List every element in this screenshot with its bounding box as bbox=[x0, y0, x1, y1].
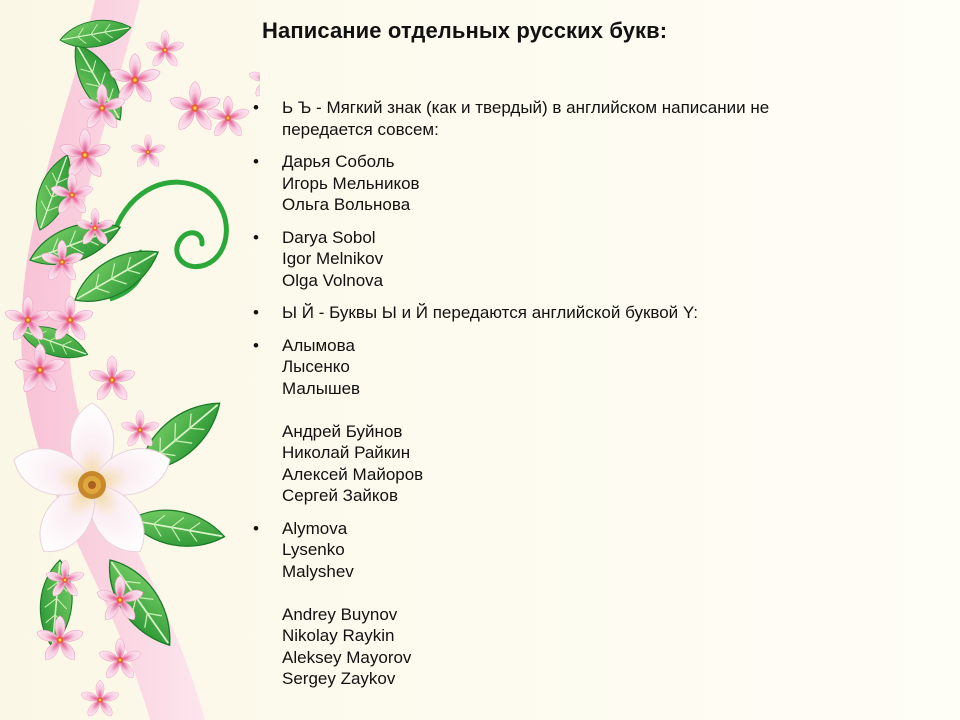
bullet-line: Николай Райкин bbox=[282, 443, 411, 462]
bullet-line: Сергей Зайков bbox=[282, 486, 399, 505]
slide-title: Написание отдельных русских букв: bbox=[262, 18, 668, 43]
bullet-line bbox=[282, 582, 912, 604]
floral-border-decoration bbox=[0, 0, 260, 720]
bullet-item bbox=[252, 151, 912, 216]
bullet-item bbox=[252, 97, 912, 140]
bullet-marker: • bbox=[253, 303, 259, 322]
bullet-line: Алексей Майоров bbox=[282, 464, 424, 484]
bullet-item bbox=[252, 518, 912, 690]
bullet-line: передается совсем: bbox=[282, 119, 439, 139]
bullet-line: Lysenko bbox=[282, 540, 345, 559]
bullet-item bbox=[252, 227, 912, 292]
bullet-marker: • bbox=[253, 152, 259, 171]
bullet-line: Malyshev bbox=[282, 561, 354, 581]
bullet-line: Darya Sobol bbox=[282, 227, 376, 247]
bullet-line: Ь Ъ - Мягкий знак (как и твердый) в английском написании не bbox=[282, 98, 770, 117]
bullet-line: Малышев bbox=[282, 378, 361, 398]
bullet-marker: • bbox=[253, 335, 259, 355]
bullet-line: Alymova bbox=[282, 518, 348, 538]
bullet-line bbox=[282, 399, 912, 421]
bullet-line: Olga Volnova bbox=[282, 270, 384, 290]
bullet-line: Aleksey Mayorov bbox=[282, 647, 412, 667]
bullet-list bbox=[252, 97, 912, 701]
bullet-line: Лысенко bbox=[282, 357, 350, 376]
bullet-marker: • bbox=[253, 227, 259, 247]
bullet-line: Ольга Вольнова bbox=[282, 195, 411, 214]
bullet-item bbox=[252, 335, 912, 507]
bullet-line: Igor Melnikov bbox=[282, 249, 384, 268]
bullet-line: Дарья Соболь bbox=[282, 152, 395, 171]
bullet-line: Игорь Мельников bbox=[282, 173, 420, 193]
bullet-line: Sergey Zaykov bbox=[282, 669, 396, 688]
bullet-item bbox=[252, 302, 912, 324]
bullet-marker: • bbox=[253, 518, 259, 538]
bullet-line: Nikolay Raykin bbox=[282, 626, 395, 645]
bullet-line: Андрей Буйнов bbox=[282, 421, 403, 441]
bullet-line: Алымова bbox=[282, 335, 355, 355]
bullet-marker: • bbox=[253, 98, 259, 117]
bullet-line: Ы Й - Буквы Ы и Й передаются английской буквой Y: bbox=[282, 303, 699, 322]
bullet-line: Andrey Buynov bbox=[282, 604, 398, 624]
